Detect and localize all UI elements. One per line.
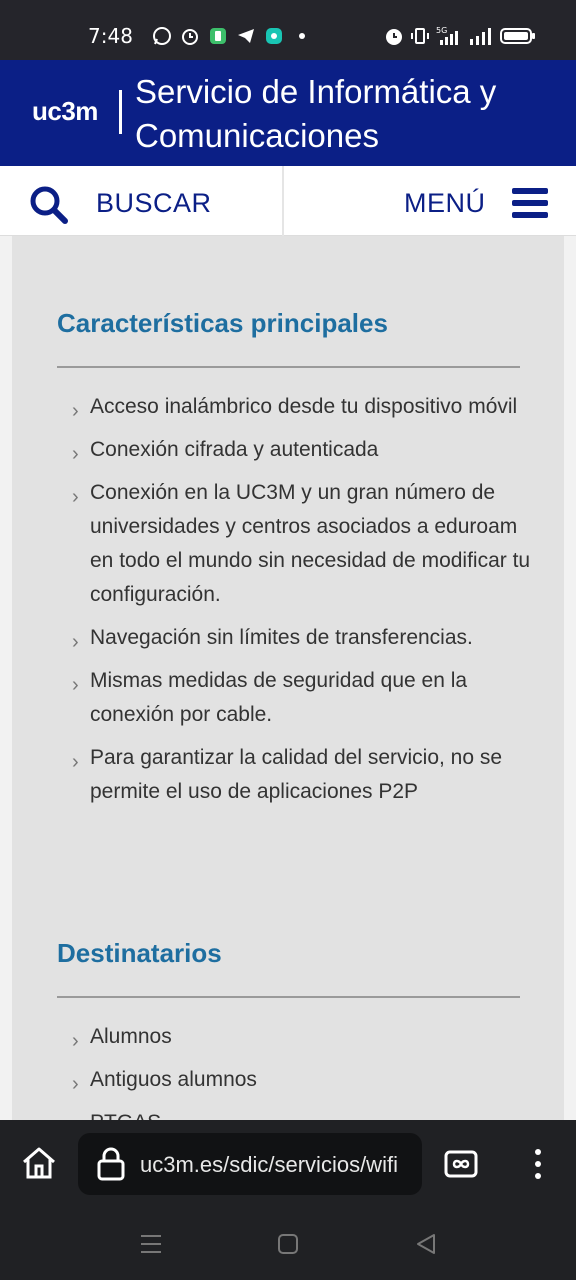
alarm-icon	[180, 26, 200, 46]
more-options-icon[interactable]	[528, 1146, 548, 1182]
site-title-line1: Servicio de Informática y	[135, 73, 497, 110]
recent-apps-icon[interactable]	[140, 1234, 162, 1259]
section-divider	[57, 366, 520, 368]
chevron-right-icon: ›	[72, 674, 79, 696]
telegram-icon	[236, 26, 256, 46]
list-item: › Navegación sin límites de transferencias.	[72, 621, 532, 655]
system-nav-bar	[0, 1208, 576, 1280]
home-icon[interactable]	[20, 1144, 58, 1182]
back-icon[interactable]	[416, 1234, 436, 1259]
battery-icon	[500, 26, 536, 46]
list-item: › Para garantizar la calidad del servicio, no se permite el uso de aplicaciones P2P	[72, 746, 503, 803]
notification-icons	[152, 26, 312, 46]
chevron-right-icon: ›	[72, 1030, 79, 1052]
list-item: › Conexión en la UC3M y un gran número de universidades y centros asociados a eduroam en todo el mundo sin necesidad de modificar tu configuración.	[72, 481, 531, 606]
vibrate-icon	[410, 26, 430, 46]
chevron-right-icon: ›	[72, 1073, 79, 1095]
list-item: › Acceso inalámbrico desde tu dispositivo móvil	[72, 390, 532, 424]
chevron-right-icon: ›	[72, 443, 79, 465]
app-notification-icon	[208, 26, 228, 46]
list-item: › Conexión cifrada y autenticada	[72, 433, 532, 467]
status-time: 7:48	[88, 24, 133, 48]
alarm-set-icon	[384, 26, 404, 46]
main-content	[12, 236, 564, 1120]
home-nav-icon[interactable]	[278, 1234, 298, 1259]
list-item: › Mismas medidas de seguridad que en la conexión por cable.	[72, 669, 468, 726]
url-text: uc3m.es/sdic/servicios/wifi	[140, 1152, 398, 1177]
system-icons	[384, 26, 536, 46]
features-list	[72, 390, 532, 818]
section-title: Características principales	[57, 308, 388, 338]
status-bar	[0, 0, 576, 60]
uc3m-logo[interactable]: uc3m	[32, 96, 98, 126]
nav-bar	[0, 166, 576, 236]
search-label: BUSCAR	[96, 188, 212, 218]
chevron-right-icon: ›	[72, 400, 79, 422]
browser-toolbar	[0, 1120, 576, 1208]
list-item: › Antiguos alumnos	[72, 1063, 532, 1097]
more-notifications-dot	[292, 26, 312, 46]
site-header	[0, 60, 576, 166]
chevron-right-icon: ›	[72, 486, 79, 508]
list-item: › Alumnos	[72, 1020, 532, 1054]
site-title-line2: Comunicaciones	[135, 117, 379, 154]
tabs-icon[interactable]	[444, 1150, 478, 1178]
header-divider	[119, 90, 122, 134]
signal-icon	[468, 26, 494, 46]
chevron-right-icon: ›	[72, 631, 79, 653]
section-title: Destinatarios	[57, 938, 222, 968]
hamburger-icon[interactable]	[512, 188, 548, 224]
address-bar[interactable]	[78, 1133, 422, 1195]
svg-text:5G: 5G	[436, 26, 448, 35]
menu-button[interactable]: MENÚ	[404, 188, 486, 218]
chevron-right-icon: ›	[72, 751, 79, 773]
search-icon	[28, 184, 68, 224]
search-button[interactable]	[0, 166, 284, 236]
whatsapp-icon	[152, 26, 172, 46]
section-divider	[57, 996, 520, 998]
signal-5g-icon	[436, 26, 462, 46]
lock-icon	[96, 1147, 126, 1186]
chat-app-icon	[264, 26, 284, 46]
site-title[interactable]	[135, 70, 555, 158]
